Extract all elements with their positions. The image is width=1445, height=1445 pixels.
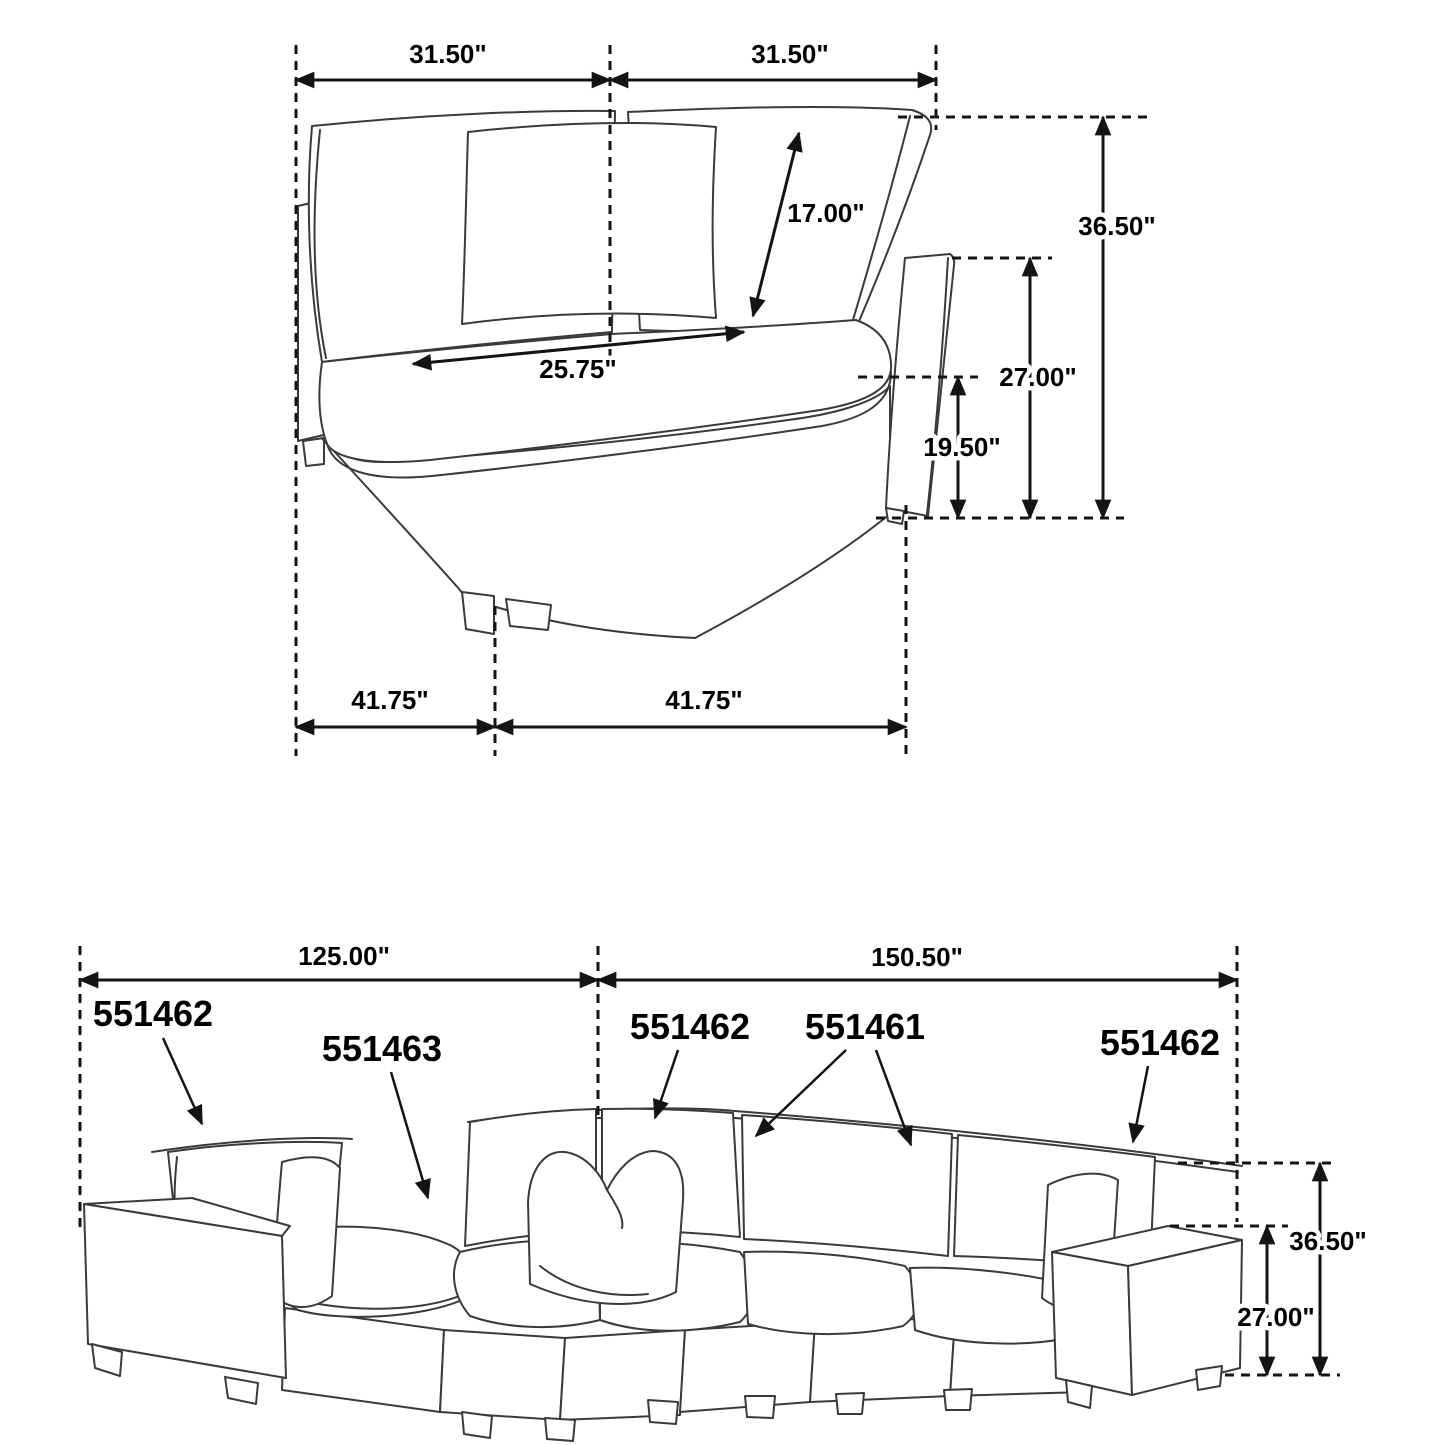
dim-label-overall-height: 36.50" <box>1289 1226 1367 1256</box>
dim-label-overall-width-right: 41.75" <box>665 685 743 715</box>
right-arm-foot <box>886 508 904 524</box>
sku-leader-5 <box>1133 1066 1148 1142</box>
right-arm-front <box>1052 1252 1132 1395</box>
dim-label-arm-height: 27.00" <box>1237 1302 1315 1332</box>
dim-label-back-width-left: 31.50" <box>409 39 487 69</box>
foot <box>462 1412 492 1438</box>
dim-label-left-section-width: 125.00" <box>298 941 390 971</box>
seat-armless-right-1 <box>744 1252 919 1334</box>
foot <box>1066 1380 1092 1408</box>
dim-label-back-cushion: 17.00" <box>787 198 865 228</box>
dim-label-overall-width-left: 41.75" <box>351 685 429 715</box>
foot <box>1196 1366 1222 1390</box>
sku-label-corner-module: 551462 <box>629 1006 751 1047</box>
sku-label-left-arm-module: 551462 <box>92 993 214 1034</box>
foot <box>836 1393 864 1414</box>
throw-pillow <box>462 123 716 324</box>
sku-label-armless-left: 551463 <box>321 1028 443 1069</box>
right-arm-side <box>1128 1240 1242 1395</box>
corner-module-drawing <box>298 107 954 638</box>
front-foot-right <box>506 599 551 630</box>
dim-label-right-section-width: 150.50" <box>871 942 963 972</box>
dim-label-overall-height: 36.50" <box>1078 211 1156 241</box>
foot <box>944 1389 972 1410</box>
dim-label-arm-height: 27.00" <box>999 362 1077 392</box>
right-arm <box>886 254 954 516</box>
foot <box>225 1377 258 1404</box>
foot <box>648 1400 678 1424</box>
front-foot-left <box>462 592 494 634</box>
sku-leader-1 <box>163 1038 202 1124</box>
dim-label-seat-height: 19.50" <box>923 432 1001 462</box>
sku-label-armless-right: 551461 <box>804 1006 926 1047</box>
base-left-module <box>282 1308 444 1412</box>
sku-leader-2 <box>391 1072 428 1198</box>
back-cushion-right-1 <box>742 1115 952 1256</box>
sku-label-right-arm-module: 551462 <box>1099 1022 1221 1063</box>
foot <box>545 1418 575 1441</box>
side-panel-foot <box>303 438 324 466</box>
sectional-drawing <box>84 1109 1242 1441</box>
foot <box>745 1396 775 1418</box>
dim-label-back-width-right: 31.50" <box>751 39 829 69</box>
dim-label-seat-depth: 25.75" <box>539 354 617 384</box>
base-armless-left <box>440 1330 565 1420</box>
